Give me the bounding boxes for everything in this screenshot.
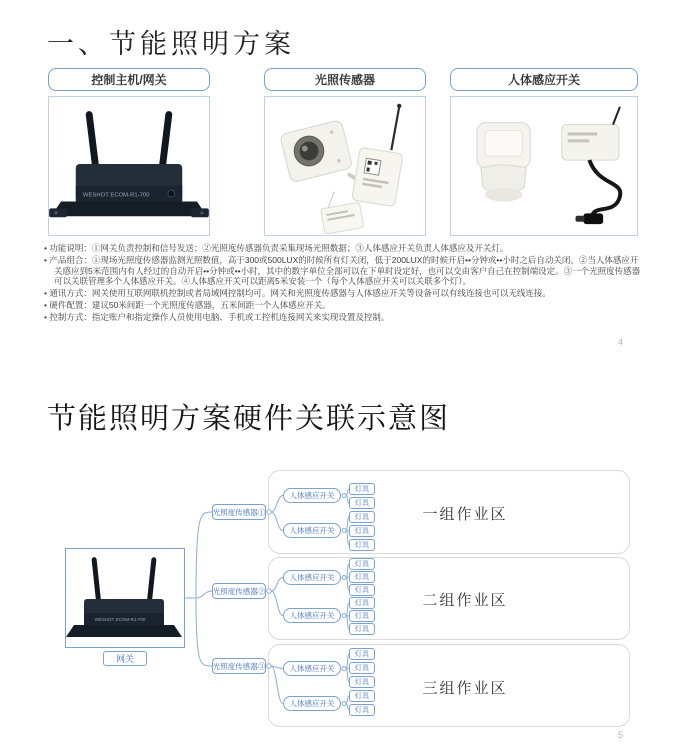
- sensor-box-1: 光照度传感器①: [212, 504, 266, 520]
- section1-title: 一、节能照明方案: [47, 29, 295, 59]
- page-number-bottom: 5: [618, 730, 624, 740]
- switch-box: 人体感应开关: [283, 696, 341, 711]
- lamp-box: 灯具: [349, 704, 375, 716]
- gateway-front-text: WESHOT ECOM-R1-700: [94, 617, 146, 622]
- lamp-box: 灯具: [349, 483, 375, 495]
- lamp-box: 灯具: [349, 610, 375, 622]
- group-label-2: 二组作业区: [422, 592, 508, 609]
- lamp-box: 灯具: [349, 558, 375, 570]
- page-number-top: 4: [618, 337, 624, 347]
- section2-title: 节能照明方案硬件关联示意图: [47, 403, 451, 435]
- switch-box: 人体感应开关: [283, 608, 341, 623]
- light-sensor-product-image: [264, 96, 426, 236]
- light-sensor-illustration: [265, 97, 425, 235]
- lamp-box: 灯具: [349, 676, 375, 688]
- sensor-box-2: 光照度传感器②: [212, 583, 266, 599]
- bullet-item: • 产品组合：①现场光照度传感器监测光照数值，高于300或500LUX的时候所有灯关闭，低于200LUX的时候开启••分钟或••小时之后自动关闭。②当人体感应开关感应到5米范围内有人经过的自动开启••分钟或••小时，其中的数字单位全部可以在下单时设定好，也可以交由客户自己在控制端设定。③一个光照度传感器可以关联管理多个人体感应开关。④人体感应开关可以距离5米安装一个（每个人体感应开关可以关联多个灯）。: [44, 255, 642, 287]
- gateway-product-image: [48, 96, 210, 236]
- sensor-box-3: 光照度传感器③: [212, 658, 266, 674]
- bullet-item: • 功能说明：①网关负责控制和信号发送；②光照度传感器负责采集现场光照数据；③人体感应开关负责人体感应及开关灯。: [44, 243, 642, 254]
- lamp-box: 灯具: [349, 539, 375, 551]
- lamp-box: 灯具: [349, 690, 375, 702]
- gateway-diagram-box: [65, 548, 185, 648]
- product-label-pir-switch: 人体感应开关: [450, 68, 638, 91]
- bullet-item: • 通讯方式：网关使用互联网联机控制或者局域网控制均可。网关和光照度传感器与人体感应开关等设备可以有线连接也可以无线连接。: [44, 288, 642, 299]
- pir-sensor-illustration: [451, 97, 637, 235]
- bullet-item: • 硬件配置：建议50米间距一个光照度传感器，五米间距一个人体感应开关。: [44, 300, 642, 311]
- lamp-box: 灯具: [349, 511, 375, 523]
- router-front-text: WESHOT ECOM-R1-700: [82, 192, 150, 199]
- switch-box: 人体感应开关: [283, 488, 341, 503]
- lamp-box: 灯具: [349, 584, 375, 596]
- router-illustration: [49, 97, 209, 235]
- switch-box: 人体感应开关: [283, 570, 341, 585]
- lamp-box: 灯具: [349, 597, 375, 609]
- pir-sensor-product-image: [450, 96, 638, 236]
- lamp-box: 灯具: [349, 662, 375, 674]
- product-label-gateway: 控制主机/网关: [48, 68, 210, 91]
- lamp-box: 灯具: [349, 648, 375, 660]
- switch-box: 人体感应开关: [283, 523, 341, 538]
- group-label-1: 一组作业区: [422, 506, 508, 523]
- feature-bullets: [44, 243, 642, 324]
- lamp-box: 灯具: [349, 497, 375, 509]
- lamp-box: 灯具: [349, 623, 375, 635]
- product-label-light-sensor: 光照传感器: [264, 68, 426, 91]
- gateway-diagram-image: [66, 549, 184, 647]
- gateway-label: 网关: [103, 651, 147, 666]
- switch-box: 人体感应开关: [283, 661, 341, 676]
- group-label-3: 三组作业区: [422, 680, 508, 697]
- lamp-box: 灯具: [349, 571, 375, 583]
- lamp-box: 灯具: [349, 525, 375, 537]
- bullet-item: • 控制方式：指定账户和指定操作人员使用电脑、手机或工控机连接网关来实现设置及控制。: [44, 312, 642, 323]
